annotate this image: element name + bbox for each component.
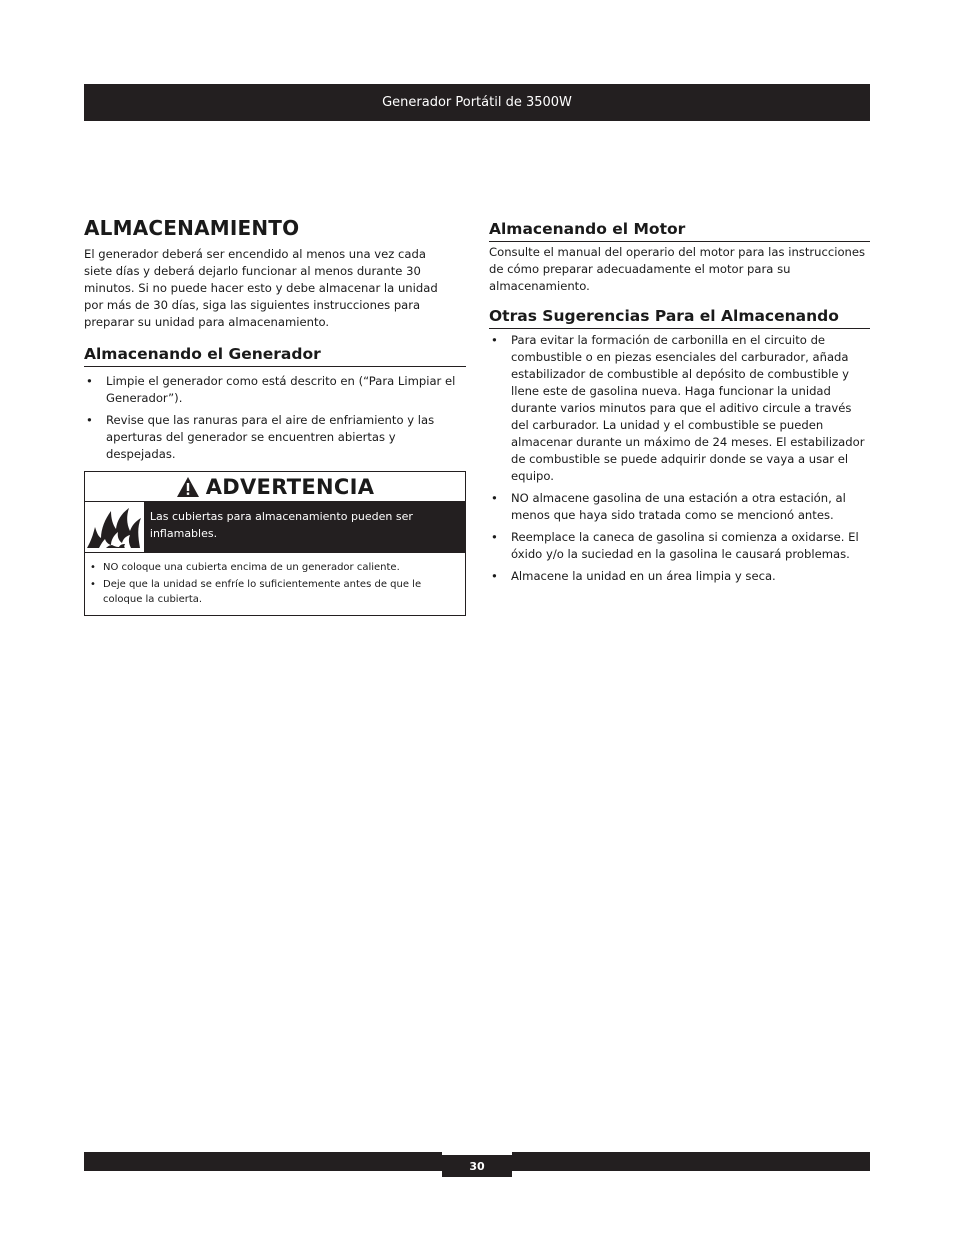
fire-hazard-icon [85,502,145,552]
footer-bar-left [84,1152,442,1171]
list-item: • Revise que las ranuras para el aire de enfriamiento y las aperturas del generador se encuentren abiertas y despejadas. [86,413,435,461]
warning-message-row [85,502,465,552]
section-title: ALMACENAMIENTO [84,216,300,240]
header-title: Generador Portátil de 3500W [382,95,572,110]
footer-bar-right [512,1152,870,1171]
warning-list [85,552,465,615]
list-item: • NO almacene gasolina de una estación a otra estación, al menos que haya sido tratada como se mencionó antes. [491,491,846,522]
warning-header [85,472,465,502]
right-column [489,218,870,590]
warning-triangle-icon [176,476,200,498]
list-item: • Reemplace la caneca de gasolina si comienza a oxidarse. El óxido y/o la suciedad en la gasolina le causará problemas. [491,530,859,561]
list-item: • Almacene la unidad en un área limpia y seca. [491,569,776,583]
motor-heading: Almacenando el Motor [489,218,870,242]
warning-message: Las cubiertas para almacenamiento pueden ser inflamables. [149,510,413,540]
list-item: • Deje que la unidad se enfríe lo suficientemente antes de que le coloque la cubierta. [90,579,422,605]
intro-paragraph: El generador deberá ser encendido al menos una vez cada siete días y deberá dejarlo funcionar al menos durante 30 minutos. Si no puede hacer esto y debe almacenar la unidad por más de 30 días, siga las siguientes instrucciones para preparar su unidad para almacenamiento. [84,247,438,329]
generator-list [84,373,466,463]
list-item: • Limpie el generador como está descrito en (“Para Limpiar el Generador”). [86,374,456,405]
header-bar [84,84,870,121]
list-item: • NO coloque una cubierta encima de un generador caliente. [90,562,400,573]
warning-box [84,471,466,616]
warning-title: ADVERTENCIA [205,474,375,499]
left-column [84,216,466,616]
page-number: 30 [442,1155,512,1177]
list-item: • Para evitar la formación de carbonilla en el circuito de combustible o en piezas esenciales del carburador, añada estabilizador de combustible al depósito de combustible y llene este de gasolina nueva. Haga funcionar la unidad durante varios minutos para que el aditivo circule a través del carburador. La unidad y el combustible se pueden almacenar durante un máximo de 24 meses. El estabilizador de combustible se puede adquirir donde se vaya a usar el equipo. [491,333,865,483]
tips-heading: Otras Sugerencias Para el Almacenando [489,305,870,329]
tips-list [489,332,870,585]
generator-heading: Almacenando el Generador [84,343,466,367]
motor-paragraph: Consulte el manual del operario del motor para las instrucciones de cómo preparar adecuadamente el motor para su almacenamiento. [489,245,866,293]
